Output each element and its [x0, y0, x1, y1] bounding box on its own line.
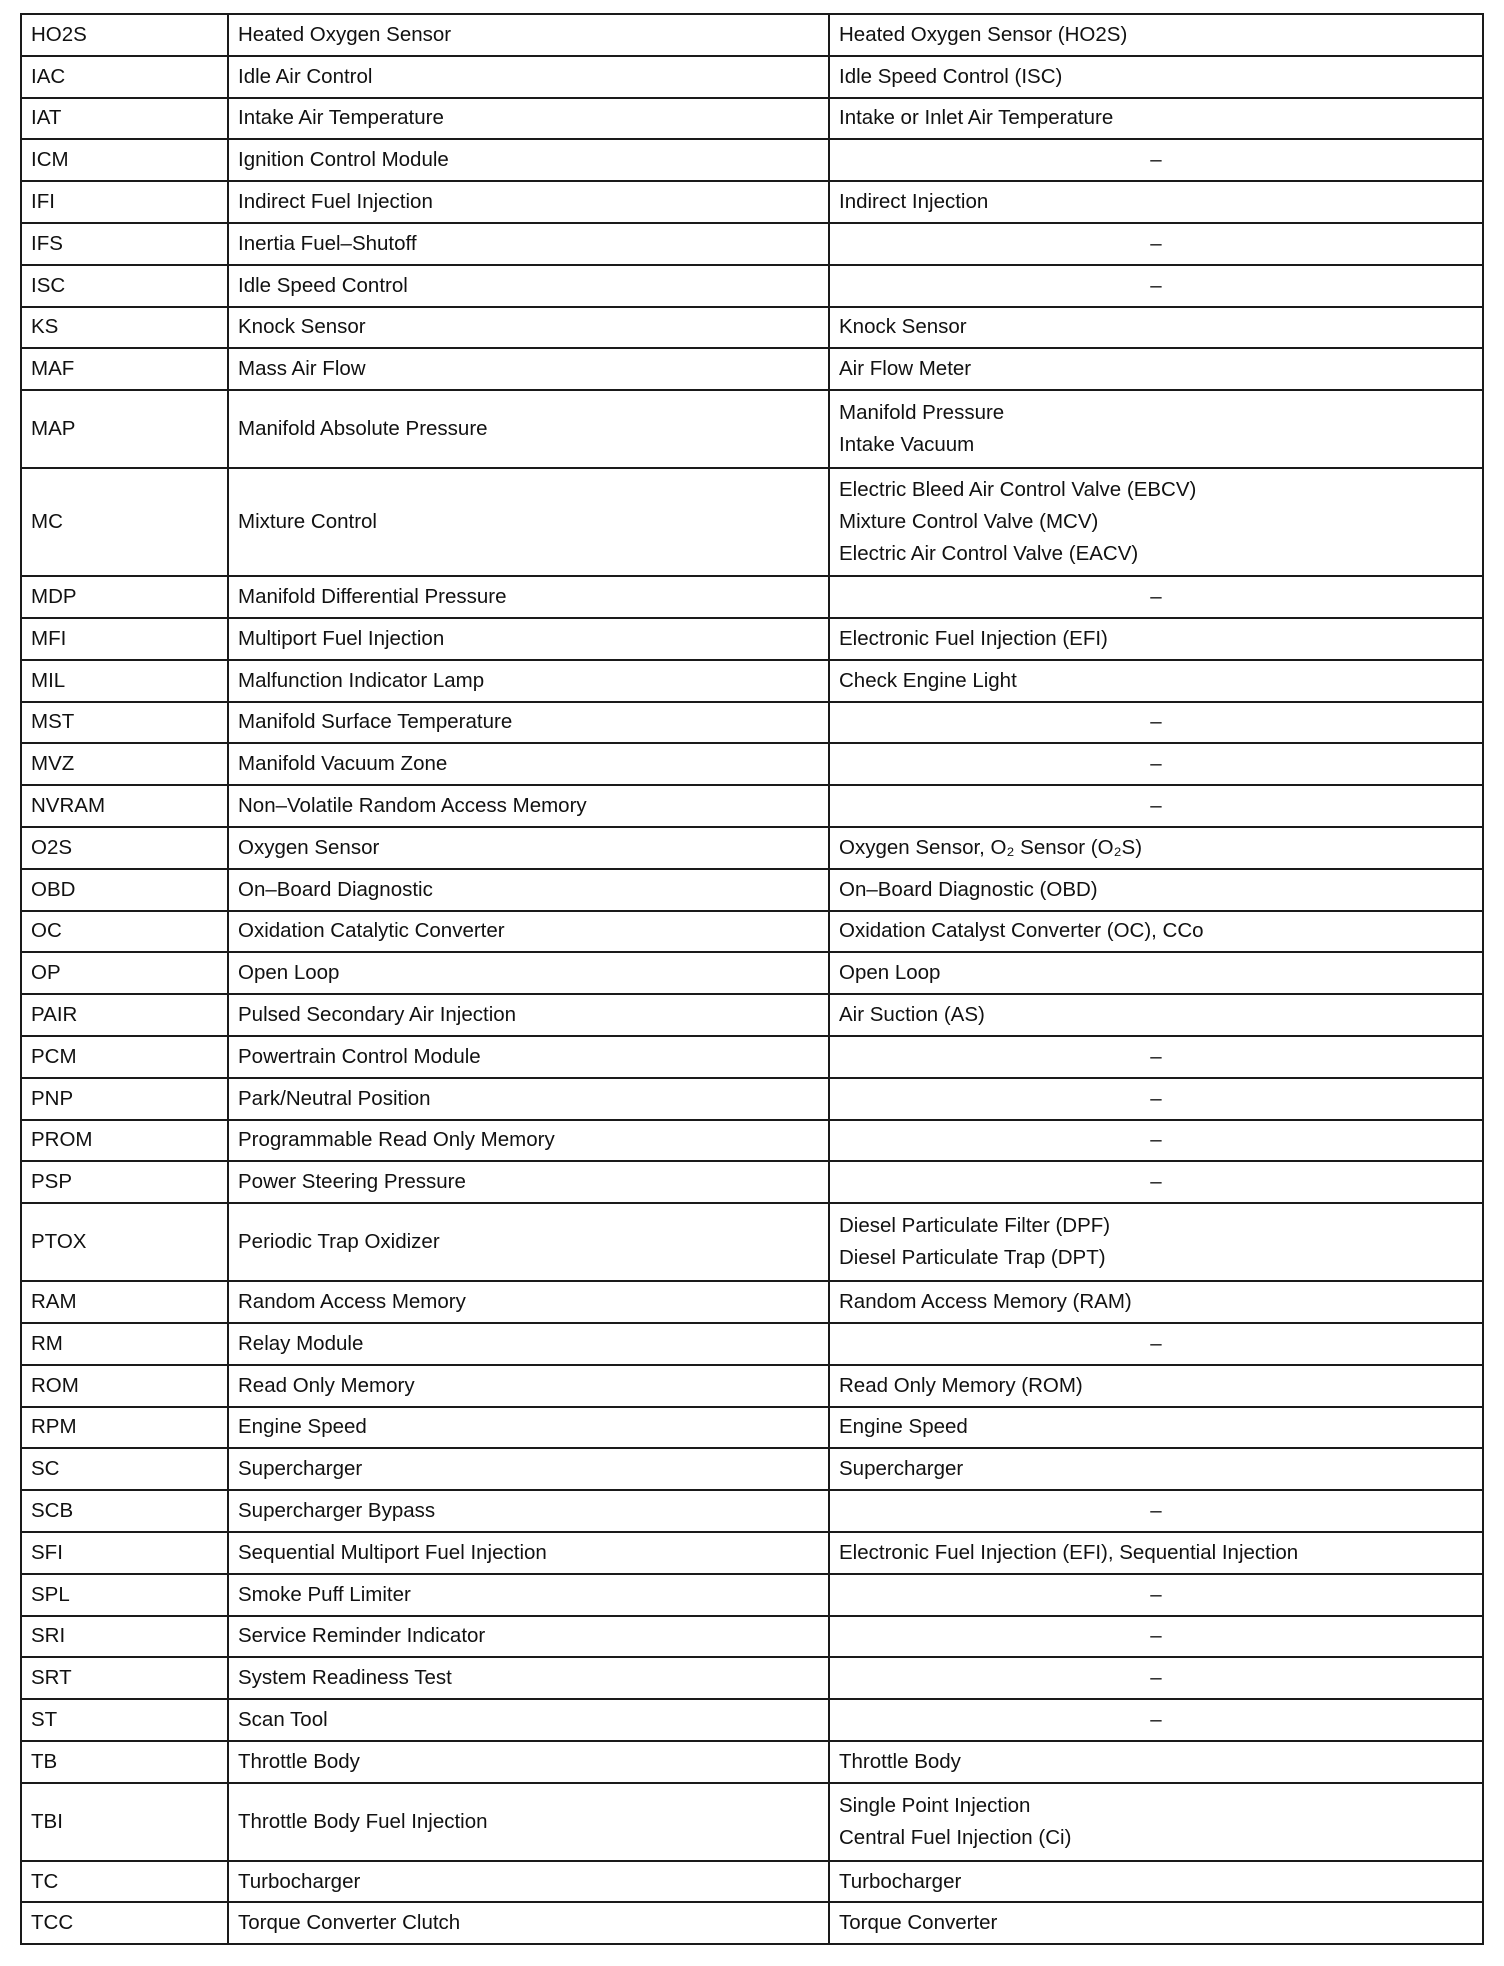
table-row	[21, 1783, 1483, 1861]
term-cell: Throttle Body	[228, 1741, 829, 1783]
equivalent-term-line: Central Fuel Injection (Ci)	[839, 1825, 1072, 1849]
equivalent-term-line: Electronic Fuel Injection (EFI), Sequential Injection	[839, 1540, 1299, 1564]
abbreviation-table	[20, 13, 1484, 1945]
term-cell: Smoke Puff Limiter	[228, 1574, 829, 1616]
term-cell: System Readiness Test	[228, 1657, 829, 1699]
table-row	[21, 223, 1483, 265]
abbreviation-cell: OC	[21, 911, 228, 953]
equivalent-term-line: –	[1150, 1170, 1162, 1194]
term-cell: Open Loop	[228, 952, 829, 994]
term-cell: Service Reminder Indicator	[228, 1616, 829, 1658]
abbreviation-cell: PSP	[21, 1161, 228, 1203]
abbreviation-cell: ROM	[21, 1365, 228, 1407]
table-row	[21, 911, 1483, 953]
table-row	[21, 1448, 1483, 1490]
equivalent-term-line: –	[1150, 1624, 1162, 1648]
abbreviation-cell: RM	[21, 1323, 228, 1365]
term-cell: Malfunction Indicator Lamp	[228, 660, 829, 702]
equivalent-term-line: Intake Vacuum	[839, 433, 975, 457]
equivalent-term-line: –	[1150, 1128, 1162, 1152]
abbreviation-cell: TC	[21, 1861, 228, 1903]
term-cell: Supercharger	[228, 1448, 829, 1490]
equivalent-term-line: Check Engine Light	[839, 668, 1017, 692]
equivalent-term-cell	[829, 1657, 1483, 1699]
table-row	[21, 14, 1483, 56]
table-row	[21, 618, 1483, 660]
equivalent-term-line: Diesel Particulate Filter (DPF)	[839, 1214, 1111, 1238]
term-cell: Programmable Read Only Memory	[228, 1120, 829, 1162]
abbreviation-cell: IAT	[21, 98, 228, 140]
equivalent-term-line: Single Point Injection	[839, 1793, 1031, 1817]
term-cell: Oxygen Sensor	[228, 827, 829, 869]
equivalent-term-line: Turbocharger	[839, 1869, 962, 1893]
abbreviation-cell: NVRAM	[21, 785, 228, 827]
table-row	[21, 952, 1483, 994]
equivalent-term-line: Random Access Memory (RAM)	[839, 1290, 1132, 1314]
term-cell: Idle Air Control	[228, 56, 829, 98]
table-row	[21, 702, 1483, 744]
equivalent-term-cell	[829, 348, 1483, 390]
equivalent-term-cell	[829, 1741, 1483, 1783]
equivalent-term-cell	[829, 1699, 1483, 1741]
equivalent-term-cell	[829, 265, 1483, 307]
term-cell: Powertrain Control Module	[228, 1036, 829, 1078]
equivalent-term-line: –	[1150, 1707, 1162, 1731]
equivalent-term-cell	[829, 1616, 1483, 1658]
equivalent-term-cell	[829, 618, 1483, 660]
abbreviation-cell: ISC	[21, 265, 228, 307]
equivalent-term-line: On–Board Diagnostic (OBD)	[839, 877, 1098, 901]
equivalent-term-line: Air Suction (AS)	[839, 1003, 985, 1027]
equivalent-term-line: Indirect Injection	[839, 190, 989, 214]
table-row	[21, 1699, 1483, 1741]
abbreviation-cell: ICM	[21, 139, 228, 181]
table-row	[21, 1203, 1483, 1281]
table-row	[21, 1161, 1483, 1203]
equivalent-term-line: Open Loop	[839, 961, 941, 985]
equivalent-term-cell	[829, 1203, 1483, 1281]
term-cell: Supercharger Bypass	[228, 1490, 829, 1532]
equivalent-term-cell	[829, 1120, 1483, 1162]
term-cell: Manifold Differential Pressure	[228, 576, 829, 618]
abbreviation-cell: SPL	[21, 1574, 228, 1616]
abbreviation-cell: MST	[21, 702, 228, 744]
abbreviation-cell: TB	[21, 1741, 228, 1783]
equivalent-term-line: –	[1150, 231, 1162, 255]
abbreviation-cell: RAM	[21, 1281, 228, 1323]
abbreviation-cell: PTOX	[21, 1203, 228, 1281]
equivalent-term-cell	[829, 1323, 1483, 1365]
term-cell: Relay Module	[228, 1323, 829, 1365]
table-row	[21, 1616, 1483, 1658]
equivalent-term-cell	[829, 1448, 1483, 1490]
term-cell: Sequential Multiport Fuel Injection	[228, 1532, 829, 1574]
equivalent-term-line: Engine Speed	[839, 1415, 968, 1439]
equivalent-term-line: –	[1150, 1044, 1162, 1068]
term-cell: Manifold Absolute Pressure	[228, 390, 829, 468]
equivalent-term-line: Torque Converter	[839, 1911, 998, 1935]
term-cell: Engine Speed	[228, 1407, 829, 1449]
term-cell: Non–Volatile Random Access Memory	[228, 785, 829, 827]
equivalent-term-cell	[829, 1365, 1483, 1407]
equivalent-term-cell	[829, 1574, 1483, 1616]
table-row	[21, 1281, 1483, 1323]
table-row	[21, 307, 1483, 349]
abbreviation-cell: PNP	[21, 1078, 228, 1120]
term-cell: Manifold Surface Temperature	[228, 702, 829, 744]
abbreviation-cell: RPM	[21, 1407, 228, 1449]
abbreviation-sheet	[20, 13, 1482, 1945]
term-cell: Read Only Memory	[228, 1365, 829, 1407]
term-cell: Multiport Fuel Injection	[228, 618, 829, 660]
term-cell: Mixture Control	[228, 468, 829, 576]
equivalent-term-cell	[829, 785, 1483, 827]
equivalent-term-line: Idle Speed Control (ISC)	[839, 64, 1063, 88]
term-cell: Torque Converter Clutch	[228, 1902, 829, 1944]
equivalent-term-line: Knock Sensor	[839, 315, 967, 339]
term-cell: Scan Tool	[228, 1699, 829, 1741]
table-row	[21, 1036, 1483, 1078]
equivalent-term-cell	[829, 56, 1483, 98]
term-cell: Periodic Trap Oxidizer	[228, 1203, 829, 1281]
table-row	[21, 576, 1483, 618]
table-row	[21, 827, 1483, 869]
table-row	[21, 139, 1483, 181]
table-row	[21, 869, 1483, 911]
abbreviation-cell: IAC	[21, 56, 228, 98]
equivalent-term-line: Read Only Memory (ROM)	[839, 1373, 1083, 1397]
equivalent-term-cell	[829, 869, 1483, 911]
equivalent-term-line: –	[1150, 1666, 1162, 1690]
equivalent-term-cell	[829, 98, 1483, 140]
equivalent-term-cell	[829, 660, 1483, 702]
equivalent-term-line: Oxygen Sensor, O₂ Sensor (O₂S)	[839, 835, 1143, 859]
equivalent-term-line: Electronic Fuel Injection (EFI)	[839, 626, 1108, 650]
equivalent-term-line: –	[1150, 752, 1162, 776]
equivalent-term-cell	[829, 468, 1483, 576]
term-cell: Park/Neutral Position	[228, 1078, 829, 1120]
equivalent-term-cell	[829, 307, 1483, 349]
term-cell: Ignition Control Module	[228, 139, 829, 181]
table-row	[21, 468, 1483, 576]
term-cell: On–Board Diagnostic	[228, 869, 829, 911]
equivalent-term-cell	[829, 1490, 1483, 1532]
table-row	[21, 1120, 1483, 1162]
abbreviation-cell: TCC	[21, 1902, 228, 1944]
abbreviation-cell: OBD	[21, 869, 228, 911]
table-row	[21, 785, 1483, 827]
table-row	[21, 1902, 1483, 1944]
equivalent-term-cell	[829, 1861, 1483, 1903]
abbreviation-cell: SCB	[21, 1490, 228, 1532]
table-row	[21, 743, 1483, 785]
abbreviation-cell: KS	[21, 307, 228, 349]
abbreviation-cell: MC	[21, 468, 228, 576]
table-row	[21, 1490, 1483, 1532]
table-row	[21, 994, 1483, 1036]
table-row	[21, 1574, 1483, 1616]
abbreviation-cell: SRI	[21, 1616, 228, 1658]
equivalent-term-line: –	[1150, 148, 1162, 172]
equivalent-term-line: Mixture Control Valve (MCV)	[839, 510, 1099, 534]
abbreviation-cell: SC	[21, 1448, 228, 1490]
equivalent-term-line: Electric Bleed Air Control Valve (EBCV)	[839, 478, 1197, 502]
equivalent-term-line: –	[1150, 1086, 1162, 1110]
equivalent-term-cell	[829, 952, 1483, 994]
equivalent-term-line: Electric Air Control Valve (EACV)	[839, 542, 1139, 566]
equivalent-term-line: Manifold Pressure	[839, 401, 1005, 425]
table-row	[21, 1741, 1483, 1783]
equivalent-term-cell	[829, 1036, 1483, 1078]
table-row	[21, 1407, 1483, 1449]
equivalent-term-cell	[829, 1078, 1483, 1120]
table-row	[21, 265, 1483, 307]
abbreviation-cell: HO2S	[21, 14, 228, 56]
table-row	[21, 1078, 1483, 1120]
table-row	[21, 348, 1483, 390]
abbreviation-cell: IFI	[21, 181, 228, 223]
abbreviation-cell: MVZ	[21, 743, 228, 785]
abbreviation-cell: MDP	[21, 576, 228, 618]
equivalent-term-line: –	[1150, 1499, 1162, 1522]
equivalent-term-cell	[829, 139, 1483, 181]
equivalent-term-cell	[829, 576, 1483, 618]
equivalent-term-cell	[829, 1407, 1483, 1449]
equivalent-term-cell	[829, 1281, 1483, 1323]
abbreviation-cell: MIL	[21, 660, 228, 702]
equivalent-term-cell	[829, 223, 1483, 265]
equivalent-term-cell	[829, 743, 1483, 785]
term-cell: Knock Sensor	[228, 307, 829, 349]
equivalent-term-line: Oxidation Catalyst Converter (OC), CCo	[839, 919, 1204, 943]
equivalent-term-cell	[829, 181, 1483, 223]
abbreviation-cell: SRT	[21, 1657, 228, 1699]
equivalent-term-cell	[829, 1161, 1483, 1203]
abbreviation-cell: MFI	[21, 618, 228, 660]
table-row	[21, 390, 1483, 468]
table-row	[21, 1861, 1483, 1903]
term-cell: Throttle Body Fuel Injection	[228, 1783, 829, 1861]
table-row	[21, 56, 1483, 98]
abbreviation-cell: MAP	[21, 390, 228, 468]
term-cell: Idle Speed Control	[228, 265, 829, 307]
abbreviation-cell: MAF	[21, 348, 228, 390]
table-row	[21, 1532, 1483, 1574]
equivalent-term-line: Intake or Inlet Air Temperature	[839, 106, 1114, 130]
abbreviation-cell: SFI	[21, 1532, 228, 1574]
term-cell: Random Access Memory	[228, 1281, 829, 1323]
term-cell: Intake Air Temperature	[228, 98, 829, 140]
term-cell: Turbocharger	[228, 1861, 829, 1903]
equivalent-term-line: –	[1150, 1582, 1162, 1606]
abbreviation-cell: ST	[21, 1699, 228, 1741]
abbreviation-cell: OP	[21, 952, 228, 994]
equivalent-term-cell	[829, 390, 1483, 468]
abbreviation-cell: TBI	[21, 1783, 228, 1861]
equivalent-term-line: Air Flow Meter	[839, 357, 972, 381]
equivalent-term-cell	[829, 1783, 1483, 1861]
term-cell: Pulsed Secondary Air Injection	[228, 994, 829, 1036]
equivalent-term-cell	[829, 14, 1483, 56]
term-cell: Manifold Vacuum Zone	[228, 743, 829, 785]
equivalent-term-cell	[829, 911, 1483, 953]
equivalent-term-line: Throttle Body	[839, 1749, 961, 1773]
term-cell: Heated Oxygen Sensor	[228, 14, 829, 56]
equivalent-term-line: Supercharger	[839, 1457, 964, 1481]
equivalent-term-cell	[829, 702, 1483, 744]
term-cell: Mass Air Flow	[228, 348, 829, 390]
table-row	[21, 98, 1483, 140]
equivalent-term-line: –	[1150, 1331, 1162, 1355]
abbreviation-cell: PCM	[21, 1036, 228, 1078]
abbreviation-cell: O2S	[21, 827, 228, 869]
abbreviation-cell: PAIR	[21, 994, 228, 1036]
equivalent-term-cell	[829, 994, 1483, 1036]
equivalent-term-line: Heated Oxygen Sensor (HO2S)	[839, 22, 1128, 46]
abbreviation-cell: IFS	[21, 223, 228, 265]
term-cell: Power Steering Pressure	[228, 1161, 829, 1203]
abbreviation-table-body	[21, 14, 1483, 1944]
table-row	[21, 1365, 1483, 1407]
equivalent-term-cell	[829, 1902, 1483, 1944]
table-row	[21, 181, 1483, 223]
equivalent-term-line: Diesel Particulate Trap (DPT)	[839, 1246, 1106, 1270]
term-cell: Oxidation Catalytic Converter	[228, 911, 829, 953]
equivalent-term-line: –	[1150, 585, 1162, 609]
term-cell: Indirect Fuel Injection	[228, 181, 829, 223]
table-row	[21, 660, 1483, 702]
abbreviation-cell: PROM	[21, 1120, 228, 1162]
equivalent-term-line: –	[1150, 794, 1162, 818]
table-row	[21, 1657, 1483, 1699]
term-cell: Inertia Fuel–Shutoff	[228, 223, 829, 265]
equivalent-term-line: –	[1150, 710, 1162, 734]
equivalent-term-cell	[829, 1532, 1483, 1574]
equivalent-term-line: –	[1150, 273, 1162, 297]
equivalent-term-cell	[829, 827, 1483, 869]
table-row	[21, 1323, 1483, 1365]
